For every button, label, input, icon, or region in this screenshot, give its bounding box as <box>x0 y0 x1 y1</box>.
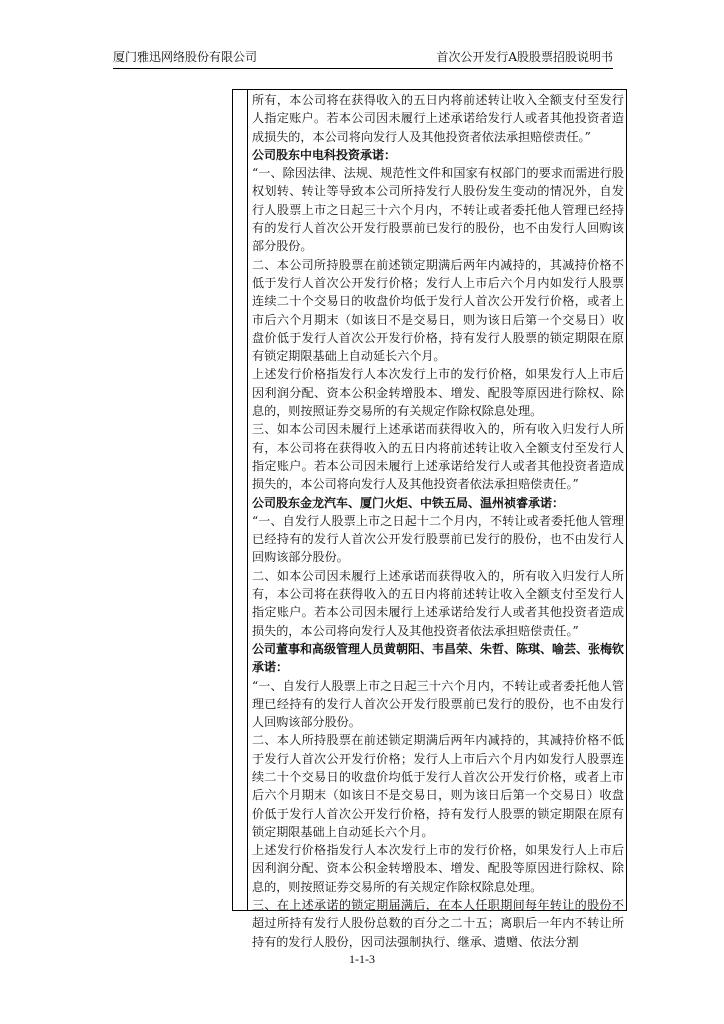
page-number: 1-1-3 <box>349 952 375 966</box>
commitment-paragraph: “一、自发行人股票上市之日起三十六个月内，不转让或者委托他人管理已经持有的发行人首次公开发行股票前已发行的股份，也不由发行人回购该部分股份。 <box>252 678 624 730</box>
table-column-divider <box>247 90 248 910</box>
commitment-paragraph: 所有，本公司将在获得收入的五日内将前述转让收入全额支付至发行人指定账户。若本公司因未履行上述承诺给发行人或者其他投资者造成损失的，本公司将向发行人及其他投资者依法承担赔偿责任。” <box>252 93 624 144</box>
commitment-paragraph: 上述发行价格指发行人本次发行上市的发行价格，如果发行人上市后因利润分配、资本公积金转增股本、增发、配股等原因进行除权、除息的，则按照证券交易所的有关规定作除权除息处理。 <box>252 843 624 894</box>
commitment-heading: 公司股东中电科投资承诺： <box>252 147 397 162</box>
commitment-paragraph: 二、本人所持股票在前述锁定期满后两年内减持的，其减持价格不低于发行人首次公开发行价格；发行人上市后六个月内如发行人股票连续二十个交易日的收盘价均低于发行人首次公开发行价格，或者上市后六个月期末（如该日不是交易日，则为该日后第一个交易日）收盘价低于发行人首次公开发行价格，持有发行人股票的锁定期限在原有锁定期限基础上自动延长六个月。 <box>252 733 624 839</box>
commitment-paragraph: 三、在上述承诺的锁定期届满后，在本人任职期间每年转让的股份不超过所持有发行人股份总数的百分之二十五；离职后一年内不转让所持有的发行人股份，因司法强制执行、继承、遗赠、依法分割 <box>252 898 624 949</box>
page-header <box>113 47 613 67</box>
header-divider <box>113 68 613 69</box>
commitment-heading: 公司股东金龙汽车、厦门火炬、中铁五局、温州祯睿承诺： <box>252 495 565 510</box>
company-name: 厦门雅迅网络股份有限公司 <box>113 50 258 64</box>
commitment-heading: 公司董事和高级管理人员黄朝阳、韦昌荣、朱哲、陈琪、喻芸、张梅钦承诺： <box>252 641 625 675</box>
commitment-paragraph: 二、如本公司因未履行上述承诺而获得收入的，所有收入归发行人所有，本公司将在获得收入的五日内将前述转让收入全额支付至发行人指定账户。若本公司因未履行上述承诺给发行人或者其他投资者造成损失的，本公司将向发行人及其他投资者依法承担赔偿责任。” <box>252 568 624 638</box>
table-content-cell <box>252 91 624 951</box>
commitment-paragraph: 上述发行价格指发行人本次发行上市的发行价格，如果发行人上市后因利润分配、资本公积金转增股本、增发、配股等原因进行除权、除息的，则按照证券交易所的有关规定作除权除息处理。 <box>252 367 624 419</box>
commitment-paragraph: “一、自发行人股票上市之日起十二个月内，不转让或者委托他人管理已经持有的发行人首次公开发行股票前已发行的股份，也不由发行人回购该部分股份。 <box>252 513 624 565</box>
commitment-paragraph: 二、本公司所持股票在前述锁定期满后两年内减持的，其减持价格不低于发行人首次公开发行价格；发行人上市后六个月内如发行人股票连续二十个交易日的收盘价均低于发行人首次公开发行价格，或者上市后六个月期末（如该日不是交易日，则为该日后第一个交易日）收盘价低于发行人首次公开发行价格，持有发行人股票的锁定期限在原有锁定期限基础上自动延长六个月。 <box>252 257 624 364</box>
commitment-paragraph: “一、除因法律、法规、规范性文件和国家有权部门的要求而需进行股权划转、转让等导致本公司所持发行人股份发生变动的情况外，自发行人股票上市之日起三十六个月内，不转让或者委托他人管理已经持有的发行人首次公开发行股票前已发行的股份，也不由发行人回购该部分股份。 <box>252 166 624 254</box>
document-title: 首次公开发行A股股票招股说明书 <box>436 50 613 64</box>
commitment-paragraph: 三、如本公司因未履行上述承诺而获得收入的，所有收入归发行人所有，本公司将在获得收入的五日内将前述转让收入全额支付至发行人指定账户。若本公司因未履行上述承诺给发行人或者其他投资者造成损失的，本公司将向发行人及其他投资者依法承担赔偿责任。” <box>252 422 624 492</box>
